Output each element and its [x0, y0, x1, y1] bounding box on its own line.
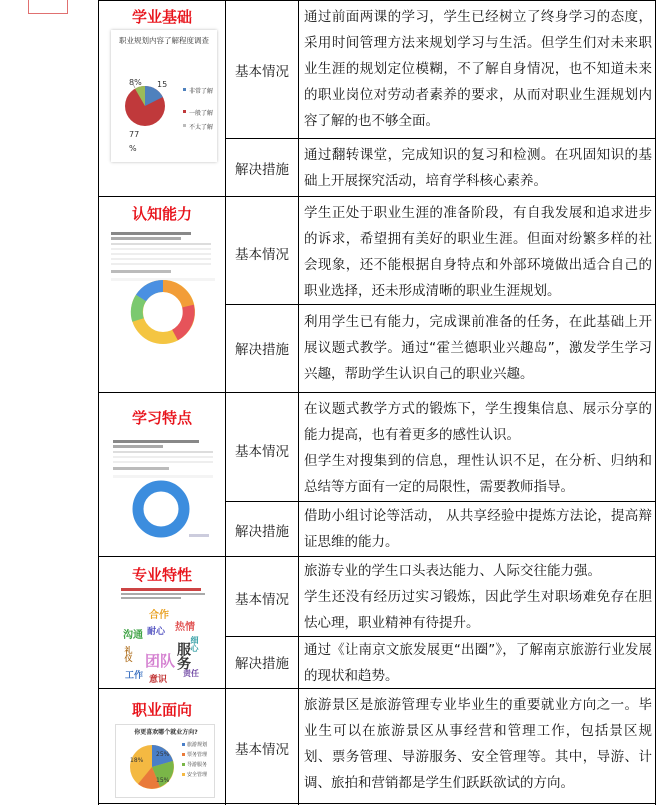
word: 热情 [175, 622, 195, 633]
category-cell [99, 0, 225, 196]
pct-label-unit: % [129, 144, 137, 153]
measure-label: 解决措施 [235, 162, 289, 178]
corner-mark [28, 0, 68, 14]
basic-label: 基本情况 [235, 742, 289, 758]
pct-label: 18% [130, 757, 144, 764]
measure-content: 通过《让南京文旅发展更“出圈”》，了解南京旅游行业发展的现状和趋势。 [304, 642, 652, 684]
word: 责任 [183, 669, 199, 678]
table-border-right [655, 0, 656, 805]
pct-label-small: 8% [129, 78, 142, 87]
basic-content: 学生正处于职业生涯的准备阶段，有自我发展和追求进步的诉求，希望拥有美好的职业生涯。但面对纷繁多样的社会现象，还不能根据自身特点和外部环境做出适合自己的职业选择，还未形成清晰的职业生涯规划。 [304, 205, 652, 299]
survey-table-and-donut [109, 434, 217, 544]
legend-item: 一般了解 [189, 110, 214, 117]
basic-label: 基本情况 [235, 592, 289, 608]
category-title: 学业基础 [131, 8, 192, 26]
row-divider [225, 138, 656, 139]
legend-item: 非常了解 [189, 88, 214, 95]
table-border-bottom [98, 803, 656, 804]
word: 服务 [175, 642, 191, 670]
pie-chart-thumbnail [115, 724, 215, 798]
legend-item: 不太了解 [189, 124, 214, 131]
word: 耐心 [147, 627, 166, 637]
category-title: 专业特性 [131, 566, 192, 584]
word: 工作 [125, 671, 144, 681]
measure-content: 借助小组讨论等活动， 从共享经验中提炼方法论，提高辩证思维的能力。 [304, 508, 652, 550]
word: 合作 [149, 610, 169, 621]
table-divider-col1 [225, 0, 226, 805]
word: 意识 [149, 675, 168, 685]
word: 细心 [190, 636, 199, 652]
basic-label: 基本情况 [235, 444, 289, 460]
row-divider [225, 304, 656, 305]
basic-label: 基本情况 [235, 64, 289, 80]
word: 沟通 [123, 630, 143, 641]
pct-label: 15% [156, 777, 170, 784]
category-cell [99, 688, 225, 803]
legend-item: 安全管理 [187, 772, 208, 778]
category-cell [99, 392, 225, 556]
word-cloud-thumbnail [119, 586, 211, 684]
table-divider-col2 [298, 0, 299, 805]
pct-label: 25% [156, 751, 170, 758]
survey-table-and-donut [107, 228, 219, 346]
survey-screenshot-thumbnail [107, 228, 219, 346]
legend-item: 导游服务 [187, 762, 208, 768]
chart-title: 职业规划内容了解程度调查 [119, 36, 209, 45]
basic-content: 旅游景区是旅游管理专业毕业生的重要就业方向之一。毕业生可以在旅游景区从事经营和管理工作，包括景区规划、票务管理、导游服务、安全管理等。其中，导游、计调、旅拍和营销都是学生们跃跃欲试的方向。 [304, 697, 652, 791]
pie-chart [111, 30, 217, 162]
legend-item: 旅游规划 [187, 742, 208, 748]
pct-label-large: 77 [129, 130, 140, 139]
row-divider [225, 501, 656, 502]
pct-label-mid: 15 [157, 80, 168, 89]
word: 礼仪 [124, 646, 133, 662]
survey-screenshot-thumbnail [109, 434, 217, 544]
basic-content: 通过前面两课的学习，学生已经树立了终身学习的态度，采用时间管理方法来规划学习与生活。但学生们对未来职业生涯的规划定位模糊，不了解自身情况，也不知道未来的职业岗位对劳动者素养的要求，从而对职业生涯规划内容了解的也不够全面。 [304, 9, 652, 129]
pie-chart-thumbnail [111, 30, 217, 162]
basic-content: 在议题式教学方式的锻炼下，学生搜集信息、展示分享的能力提高，也有着更多的感性认识。 但学生对搜集到的信息，理性认识不足，在分析、归纳和总结等方面有一定的局限性，需要教师指导。 [304, 401, 652, 495]
word: 团队 [145, 652, 176, 670]
basic-label: 基本情况 [235, 247, 289, 263]
measure-label: 解决措施 [235, 656, 289, 672]
category-cell [99, 556, 225, 688]
measure-content: 利用学生已有能力，完成课前准备的任务，在此基础上开展议题式教学。通过“霍兰德职业兴趣岛”，激发学生学习兴趣，帮助学生认识自己的职业兴趣。 [304, 314, 652, 382]
category-title: 认知能力 [131, 205, 192, 223]
category-cell [99, 196, 225, 392]
basic-content: 旅游专业的学生口头表达能力、人际交往能力强。 学生还没有经历过实习锻炼，因此学生对职场难免存在胆怯心理，职业精神有待提升。 [304, 563, 652, 631]
category-title: 学习特点 [131, 409, 192, 427]
legend-item: 票务管理 [187, 752, 208, 758]
measure-label: 解决措施 [235, 524, 289, 540]
measure-label: 解决措施 [235, 342, 289, 358]
chart-title: 你更喜欢哪个就业方向? [134, 729, 198, 736]
category-title: 职业面向 [131, 701, 192, 719]
measure-content: 通过翻转课堂，完成知识的复习和检测。在巩固知识的基础上开展探究活动，培育学科核心素养。 [304, 147, 652, 189]
